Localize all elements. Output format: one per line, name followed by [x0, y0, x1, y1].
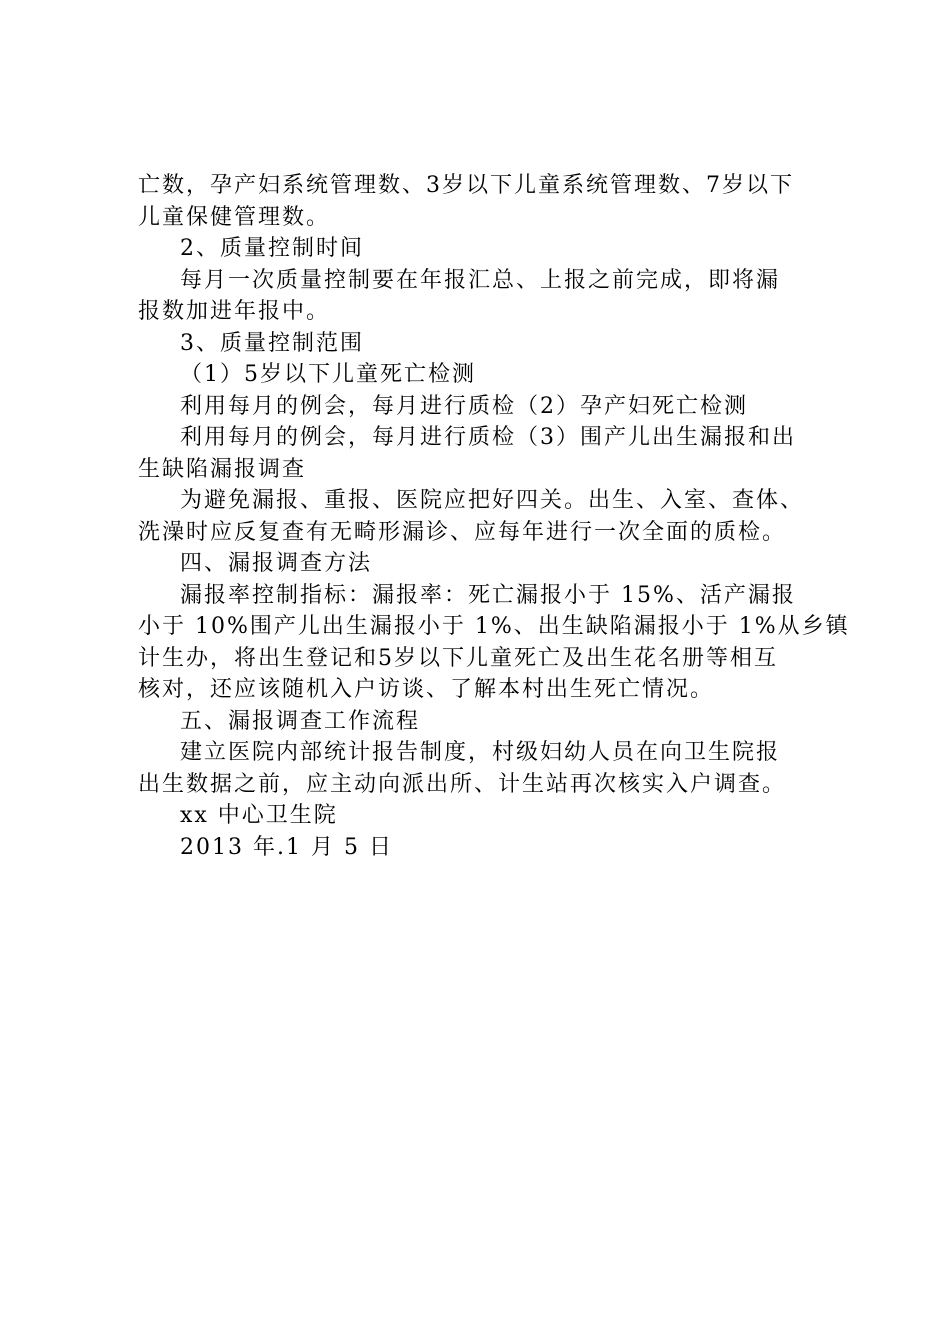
text-line: 为避免漏报、重报、医院应把好四关。出生、入室、查体、: [180, 488, 805, 513]
text-line: 计生办，将出生登记和5岁以下儿童死亡及出生花名册等相互: [138, 645, 778, 671]
document-body: [138, 170, 850, 863]
text-line: 每月一次质量控制要在年报汇总、上报之前完成，即将漏: [180, 267, 781, 293]
text-line: 儿童保健管理数。: [138, 204, 331, 230]
text-line: 漏报率控制指标：漏报率：死亡漏报小于 15%、活产漏报: [180, 582, 796, 608]
text-line: 利用每月的例会，每月进行质检（2）孕产妇死亡检测: [180, 393, 748, 419]
section-heading: 3、质量控制范围: [180, 330, 364, 356]
text-line: 出生数据之前，应主动向派出所、计生站再次核实入户调查。: [138, 771, 787, 797]
section-heading: 五、漏报调查工作流程: [180, 708, 421, 734]
text-line: （1）5岁以下儿童死亡检测: [180, 362, 476, 387]
text-line: 核对，还应该随机入户访谈、了解本村出生死亡情况。: [138, 677, 715, 702]
section-heading: 四、漏报调查方法: [180, 551, 373, 576]
text-line: 利用每月的例会，每月进行质检（3）围产儿出生漏报和出: [180, 425, 796, 450]
text-line: 小于 10%围产儿出生漏报小于 1%、出生缺陷漏报小于 1%从乡镇: [138, 614, 850, 639]
text-line: 生缺陷漏报调查: [138, 456, 307, 482]
signature-date: 2013 年.1 月 5 日: [180, 834, 393, 860]
text-line: 报数加进年报中。: [138, 299, 331, 324]
signature-organization: xx 中心卫生院: [180, 803, 338, 828]
text-line: 洗澡时应反复查有无畸形漏诊、应每年进行一次全面的质检。: [138, 519, 787, 545]
text-line: 亡数，孕产妇系统管理数、3岁以下儿童系统管理数、7岁以下: [138, 173, 794, 198]
section-heading: 2、质量控制时间: [180, 236, 364, 261]
text-line: 建立医院内部统计报告制度，村级妇幼人员在向卫生院报: [180, 740, 781, 765]
